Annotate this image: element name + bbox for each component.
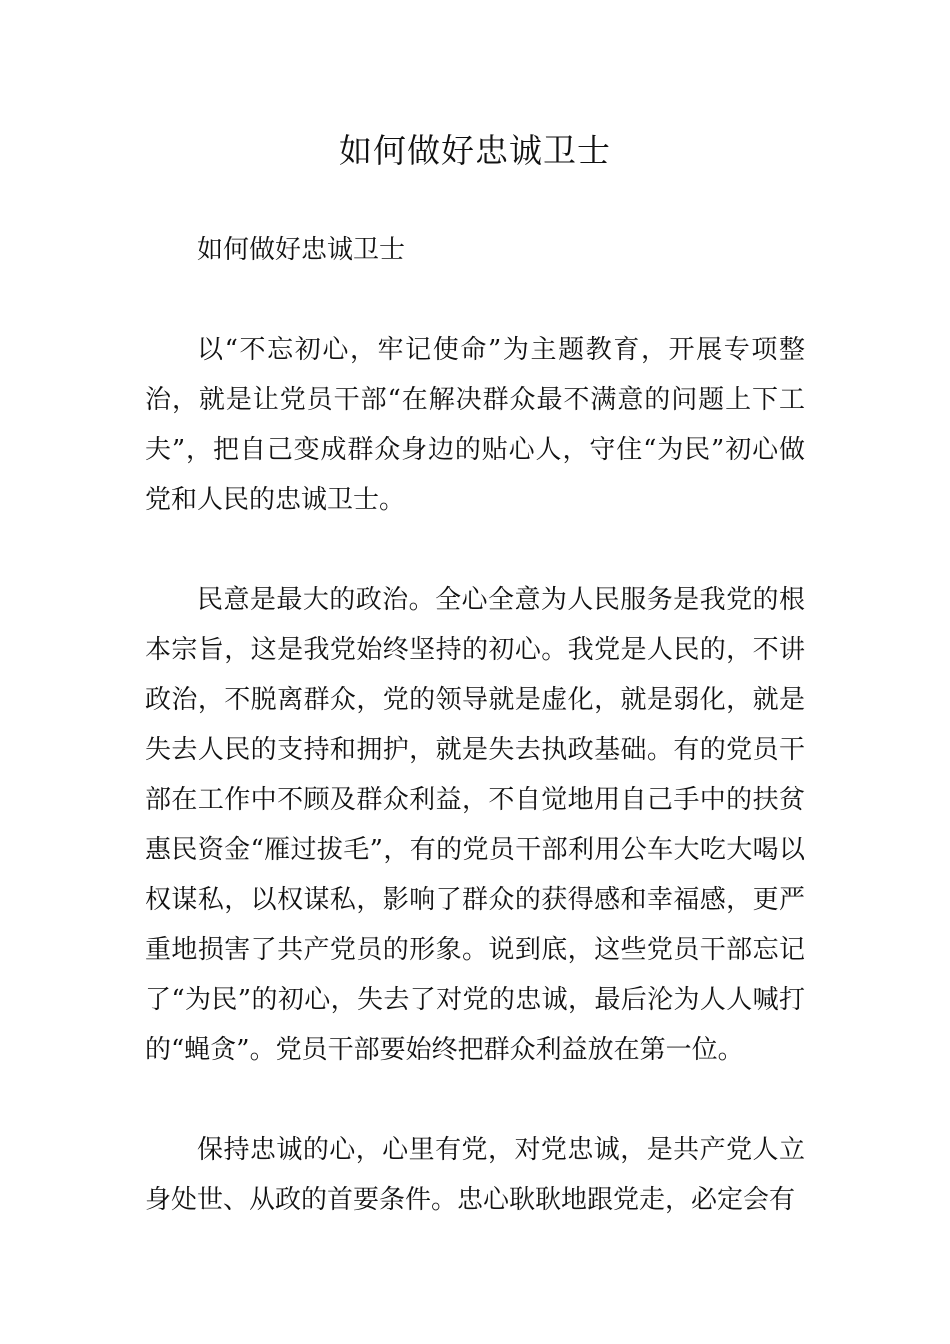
document-subtitle: 如何做好忠诚卫士 bbox=[197, 235, 406, 265]
document-title: 如何做好忠诚卫士 bbox=[339, 131, 611, 170]
paragraph-3: 保持忠诚的心，心里有党，对党忠诚，是共产党人立身处世、从政的首要条件。忠心耿耿地跟党走，必定会有 bbox=[145, 1135, 805, 1215]
document-body bbox=[145, 225, 805, 1275]
paragraph-2: 民意是最大的政治。全心全意为人民服务是我党的根本宗旨，这是我党始终坚持的初心。我党是人民的，不讲政治，不脱离群众，党的领导就是虚化，就是弱化，就是失去人民的支持和拥护，就是失去执政基础。有的党员干部在工作中不顾及群众利益，不自觉地用自己手中的扶贫惠民资金“雁过拔毛”，有的党员干部利用公车大吃大喝以权谋私，以权谋私，影响了群众的获得感和幸福感，更严重地损害了共产党员的形象。说到底，这些党员干部忘记了“为民”的初心，失去了对党的忠诚，最后沦为人人喊打的“蝇贪”。党员干部要始终把群众利益放在第一位。 bbox=[145, 585, 805, 1065]
paragraph-1: 以“不忘初心，牢记使命”为主题教育，开展专项整治，就是让党员干部“在解决群众最不满意的问题上下工夫”，把自己变成群众身边的贴心人，守住“为民”初心做党和人民的忠诚卫士。 bbox=[145, 335, 805, 515]
